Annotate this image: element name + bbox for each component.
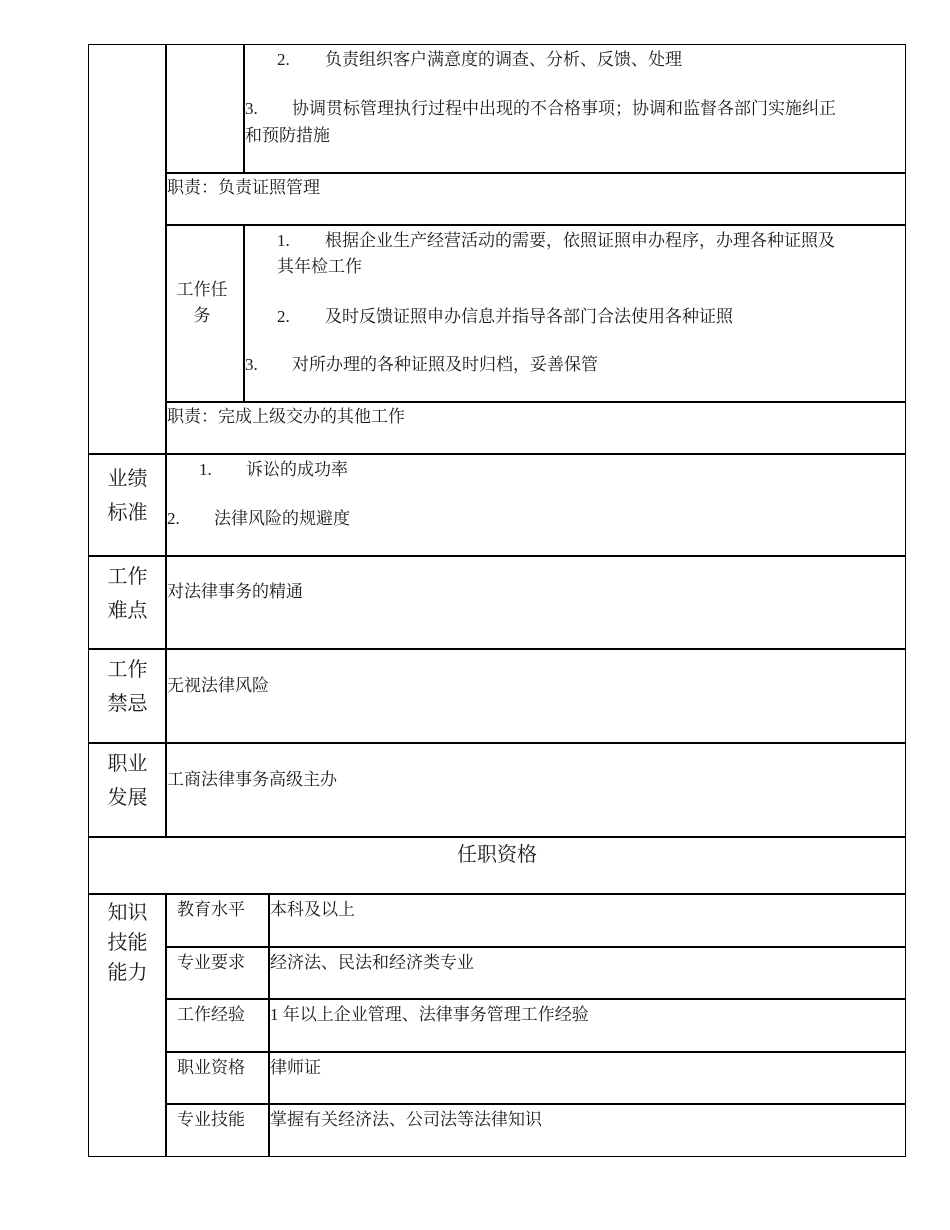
duty-title: 职责：负责证照管理	[167, 178, 320, 197]
difficulty-text: 对法律事务的精通	[167, 582, 303, 601]
row-divider	[166, 224, 906, 226]
knowledge-label: 知识	[107, 902, 148, 924]
qualification-row-value: 1 年以上企业管理、法律事务管理工作经验	[270, 1005, 589, 1024]
qualification-row-value: 经济法、民法和经济类专业	[270, 953, 474, 972]
qualification-header: 任职资格	[457, 844, 537, 866]
column-divider	[165, 893, 167, 1157]
performance-item-text: 诉讼的成功率	[246, 460, 348, 479]
difficulty-label: 工作	[107, 566, 148, 588]
row-divider	[88, 893, 906, 895]
row-divider	[88, 555, 906, 557]
qualification-row-label: 教育水平	[177, 900, 245, 919]
row-divider	[166, 1103, 906, 1105]
performance-item-number: 1.	[199, 460, 212, 479]
row-divider	[88, 836, 906, 838]
row-divider	[166, 998, 906, 1000]
career-text: 工商法律事务高级主办	[167, 770, 337, 789]
row-divider	[166, 946, 906, 948]
qualification-row-label: 专业要求	[177, 953, 245, 972]
task-item-text: 其年检工作	[277, 257, 362, 276]
knowledge-label: 能力	[107, 962, 148, 984]
taboo-text: 无视法律风险	[167, 676, 269, 695]
task-item-number: 3.	[245, 99, 258, 118]
performance-item-text: 法律风险的规避度	[214, 509, 350, 528]
performance-label: 业绩	[107, 468, 148, 490]
task-item-number: 3.	[245, 355, 258, 374]
work-task-label: 工作任	[176, 280, 228, 299]
duty-title: 职责：完成上级交办的其他工作	[167, 407, 405, 426]
task-item-number: 2.	[277, 307, 290, 326]
career-label: 职业	[107, 753, 148, 775]
taboo-label: 禁忌	[107, 693, 148, 715]
row-divider	[88, 742, 906, 744]
task-item-text: 协调贯标管理执行过程中出现的不合格事项；协调和监督各部门实施纠正	[292, 99, 836, 118]
task-item-text: 负责组织客户满意度的调查、分析、反馈、处理	[325, 50, 682, 69]
knowledge-label: 技能	[107, 932, 148, 954]
qualification-row-value: 本科及以上	[270, 900, 355, 919]
qualification-row-label: 专业技能	[177, 1110, 245, 1129]
career-label: 发展	[107, 787, 148, 809]
performance-item-number: 2.	[167, 509, 180, 528]
performance-label: 标准	[107, 502, 148, 524]
task-item-number: 1.	[277, 231, 290, 250]
task-item-text: 对所办理的各种证照及时归档，妥善保管	[292, 355, 598, 374]
task-item-text: 和预防措施	[245, 126, 330, 145]
task-item-number: 2.	[277, 50, 290, 69]
task-item-text: 及时反馈证照申办信息并指导各部门合法使用各种证照	[325, 307, 733, 326]
row-divider	[88, 453, 906, 455]
difficulty-label: 难点	[107, 600, 148, 622]
column-divider	[165, 44, 167, 836]
qualification-row-label: 职业资格	[177, 1058, 245, 1077]
work-task-label: 务	[193, 306, 211, 325]
qualification-row-value: 掌握有关经济法、公司法等法律知识	[270, 1110, 542, 1129]
qualification-row-label: 工作经验	[177, 1005, 245, 1024]
taboo-label: 工作	[107, 659, 148, 681]
row-divider	[166, 1051, 906, 1053]
task-item-text: 根据企业生产经营活动的需要，依照证照申办程序，办理各种证照及	[325, 231, 835, 250]
qualification-row-value: 律师证	[270, 1058, 321, 1077]
row-divider	[166, 401, 906, 403]
row-divider	[166, 172, 906, 174]
row-divider	[88, 648, 906, 650]
